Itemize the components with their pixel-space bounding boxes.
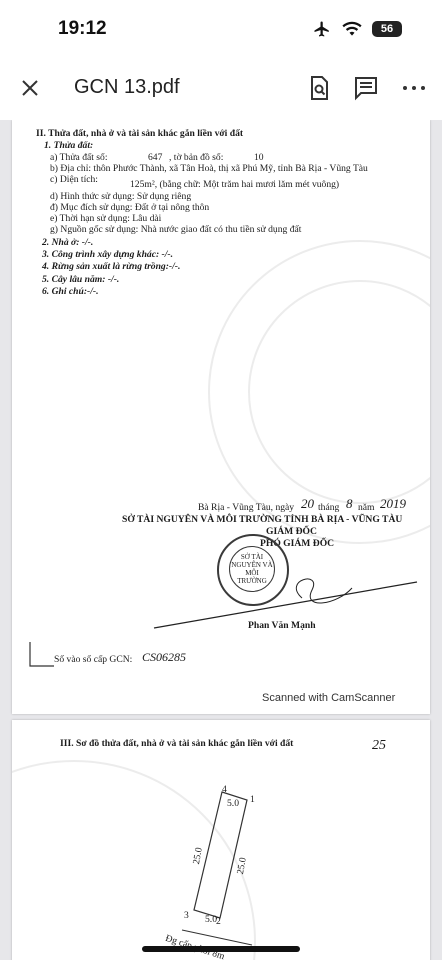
home-indicator[interactable] (142, 946, 300, 952)
item-a-map-number: 10 (254, 152, 264, 163)
wifi-icon (342, 21, 362, 37)
plot-sketch (162, 780, 282, 960)
pdf-viewer[interactable] (0, 120, 442, 960)
corner-4: 4 (222, 784, 227, 795)
more-horizontal-icon[interactable] (400, 74, 428, 102)
item-a-number: 647 (148, 152, 163, 163)
date-year: 2019 (380, 496, 406, 511)
item-6: 6. Ghi chú:-/-. (42, 286, 99, 297)
stamp-center: SỞ TÀI NGUYÊN VÀ MÔI TRƯỜNG (229, 546, 275, 592)
date-year-label: năm (358, 502, 375, 513)
item-1: 1. Thửa đất: (44, 140, 94, 151)
item-e: e) Thời hạn sử dụng: Lâu dài (50, 213, 162, 224)
pdf-page-2 (12, 720, 430, 960)
item-5: 5. Cây lâu năm: -/-. (42, 274, 120, 285)
corner-2: 2 (216, 916, 221, 927)
signer-name: Phan Văn Mạnh (248, 620, 316, 631)
app-toolbar (0, 56, 442, 120)
sketch-heading: III. Sơ đồ thửa đất, nhà ở và tài sản khác gắn liền với đất (60, 738, 294, 749)
director-title: GIÁM ĐỐC (266, 526, 317, 537)
comment-icon[interactable] (352, 74, 380, 102)
item-2: 2. Nhà ở: -/-. (42, 237, 94, 248)
item-c-label: c) Diện tích: (50, 174, 98, 185)
item-g: g) Nguồn gốc sử dụng: Nhà nước giao đất có thu tiền sử dụng đất (50, 224, 302, 235)
pdf-page-1 (12, 120, 430, 714)
date-day: 20 (301, 496, 314, 511)
dim-top: 5.0 (227, 798, 239, 809)
item-3: 3. Công trình xây dựng khác: -/-. (42, 249, 174, 260)
status-time: 19:12 (58, 18, 107, 39)
place-date-prefix: Bà Rịa - Vũng Tàu, ngày (198, 502, 295, 513)
item-b: b) Địa chỉ: thôn Phước Thành, xã Tân Hoà, thị xã Phú Mỹ, tỉnh Bà Rịa - Vũng Tàu (50, 163, 368, 174)
close-icon[interactable] (18, 76, 42, 100)
section-heading: II. Thửa đất, nhà ở và tài sản khác gắn liền với đất (36, 128, 244, 139)
item-d: d) Hình thức sử dụng: Sử dụng riêng (50, 191, 192, 202)
item-4: 4. Rừng sản xuất là rừng trồng:-/-. (42, 261, 181, 272)
item-dd: đ) Mục đích sử dụng: Đất ở tại nông thôn (50, 202, 210, 213)
item-a-label: a) Thửa đất số: (50, 152, 108, 163)
item-a-map: , tờ bản đồ số: (169, 152, 224, 163)
corner-mark (18, 640, 58, 670)
cert-number-label: Số vào sổ cấp GCN: (54, 654, 133, 665)
date-month-label: tháng (318, 502, 340, 513)
battery-icon: 56 (372, 21, 402, 37)
cert-number: CS06285 (142, 650, 187, 664)
page-mark: 25 (372, 738, 386, 753)
document-title: GCN 13.pdf (74, 76, 180, 98)
corner-3: 3 (184, 910, 189, 921)
status-bar (0, 0, 442, 56)
scanner-watermark: Scanned with CamScanner (262, 692, 396, 704)
search-document-icon[interactable] (305, 74, 333, 102)
corner-1: 1 (250, 794, 255, 805)
dim-bottom: 5.0 (205, 914, 217, 925)
agency-name: SỞ TÀI NGUYÊN VÀ MÔI TRƯỜNG TỈNH BÀ RỊA - VŨNG TÀU (122, 514, 403, 525)
dim-right: 25.0 (235, 856, 249, 876)
airplane-icon (312, 20, 332, 38)
deputy-title: PHÓ GIÁM ĐỐC (260, 538, 335, 549)
dim-left: 25.0 (191, 846, 205, 866)
item-c-value: 125m², (bằng chữ: Một trăm hai mươi lăm mét vuông) (130, 179, 340, 190)
date-month: 8 (346, 496, 353, 511)
status-icons (312, 20, 402, 38)
